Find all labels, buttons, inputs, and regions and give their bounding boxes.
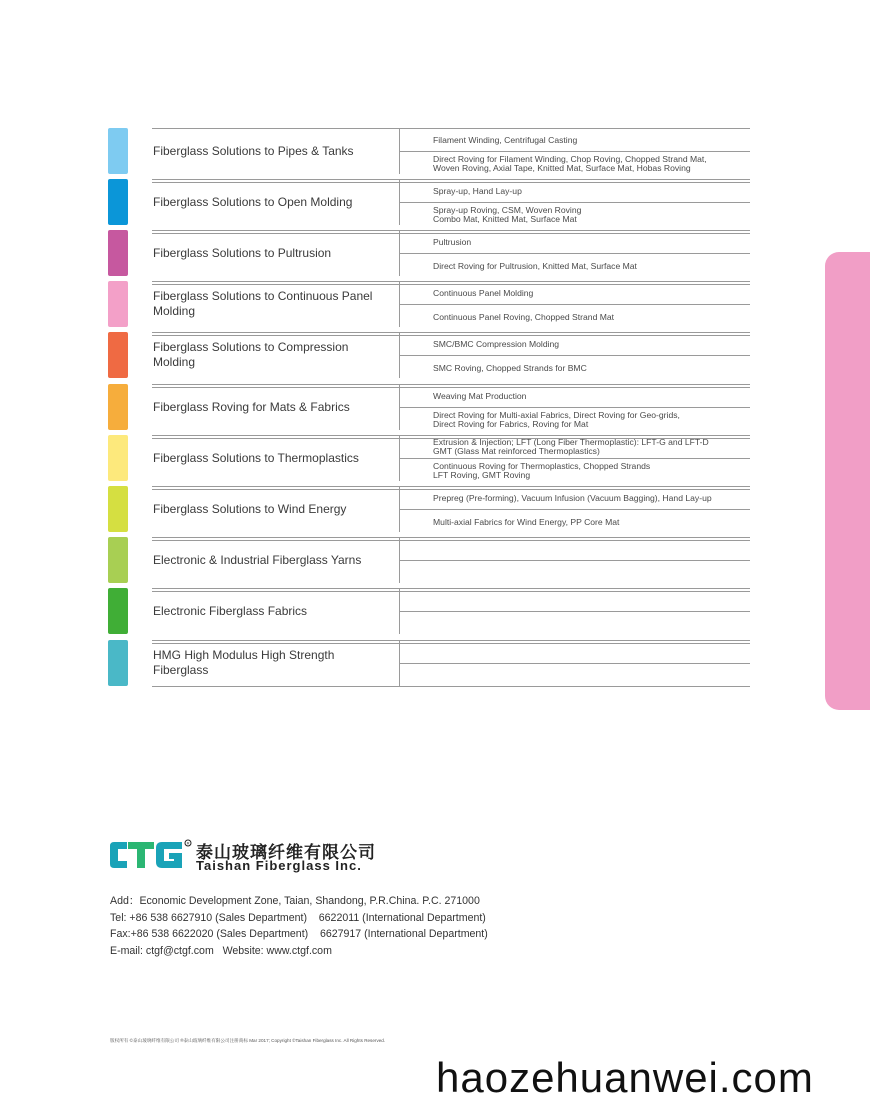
row-color-swatch (108, 435, 128, 481)
row-divider (399, 509, 750, 510)
process-text: SMC/BMC Compression Molding (433, 339, 560, 349)
side-tab (825, 252, 870, 710)
products-text (433, 615, 755, 633)
category-label: HMG High Modulus High Strength Fiberglass (153, 648, 335, 677)
ctg-logo (110, 838, 192, 872)
table-row (108, 384, 750, 430)
products-text: Multi-axial Fabrics for Wind Energy, PP Core Mat (433, 516, 620, 527)
products-text: Continuous Panel Roving, Chopped Strand Mat (433, 311, 615, 322)
row-color-swatch (108, 128, 128, 174)
row-color-swatch (108, 281, 128, 327)
products-text: Direct Roving for Multi-axial Fabrics, Direct Roving for Geo-grids, Direct Roving for Fabrics, Roving for Mat (433, 410, 680, 429)
row-divider (399, 304, 750, 305)
email-website: E-mail: ctgf@ctgf.com Website: www.ctgf.com (110, 944, 332, 957)
table-row (108, 332, 750, 378)
products-text: Direct Roving for Filament Winding, Chop Roving, Chopped Strand Mat, Woven Roving, Axial Tape, Knitted Mat, Surface Mat, Hobas Roving (433, 154, 707, 173)
table-row (108, 435, 750, 481)
category-label: Electronic & Industrial Fiberglass Yarns (153, 552, 362, 567)
category-label: Fiberglass Solutions to Open Molding (153, 194, 353, 209)
row-divider (399, 611, 750, 612)
products-text (433, 667, 755, 685)
row-divider (399, 407, 750, 408)
category-label: Fiberglass Solutions to Pultrusion (153, 245, 332, 260)
column-divider (399, 588, 400, 634)
row-divider (399, 663, 750, 664)
products-text: SMC Roving, Chopped Strands for BMC (433, 362, 587, 373)
products-text (433, 564, 755, 582)
process-text: Spray-up, Hand Lay-up (433, 186, 522, 196)
table-row (108, 640, 750, 686)
column-divider (399, 230, 400, 276)
row-color-swatch (108, 179, 128, 225)
row-color-swatch (108, 230, 128, 276)
process-text: Prepreg (Pre-forming), Vacuum Infusion (Vacuum Bagging), Hand Lay-up (433, 493, 712, 503)
column-divider (399, 384, 400, 430)
table-row (108, 281, 750, 327)
column-divider (399, 332, 400, 378)
copyright-footer: 版权所有 ©泰山玻璃纤维有限公司 ®泰山玻璃纤维有限公司注册商标 Mar 2017; Copyright ©Taishan Fiberglass Inc. All Rights Reserved. (110, 1038, 386, 1043)
table-row (108, 179, 750, 225)
column-divider (399, 281, 400, 327)
category-label: Fiberglass Solutions to Compression Molding (153, 340, 349, 369)
row-divider (399, 458, 750, 459)
category-label: Fiberglass Solutions to Pipes & Tanks (153, 143, 354, 158)
row-color-swatch (108, 384, 128, 430)
row-divider (399, 355, 750, 356)
products-text: Continuous Roving for Thermoplastics, Chopped Strands LFT Roving, GMT Roving (433, 461, 651, 480)
row-divider (399, 560, 750, 561)
column-divider (399, 537, 400, 583)
row-color-swatch (108, 332, 128, 378)
column-divider (399, 179, 400, 225)
column-divider (399, 486, 400, 532)
category-label: Electronic Fiberglass Fabrics (153, 603, 308, 618)
table-row (108, 128, 750, 174)
table-row (108, 230, 750, 276)
address: Add：Economic Development Zone, Taian, Shandong, P.R.China. P.C. 271000 (110, 895, 480, 907)
table-row (108, 486, 750, 532)
products-text: Direct Roving for Pultrusion, Knitted Mat, Surface Mat (433, 260, 637, 271)
row-divider (399, 151, 750, 152)
category-label: Fiberglass Solutions to Continuous Panel Molding (153, 289, 373, 318)
company-name-en: Taishan Fiberglass Inc. (196, 858, 362, 873)
svg-text:R: R (186, 840, 190, 846)
row-color-swatch (108, 588, 128, 634)
table-bottom-line (152, 686, 750, 687)
category-label: Fiberglass Solutions to Thermoplastics (153, 450, 359, 465)
column-divider (399, 435, 400, 481)
tel: Tel: +86 538 6627910 (Sales Department) 6622011 (International Department) (110, 911, 486, 924)
row-color-swatch (108, 486, 128, 532)
company-name-cn: 泰山玻璃纤维有限公司 (196, 843, 376, 862)
row-color-swatch (108, 640, 128, 686)
category-label: Fiberglass Solutions to Wind Energy (153, 501, 347, 516)
table-row (108, 537, 750, 583)
table-row (108, 588, 750, 634)
products-text: Spray-up Roving, CSM, Woven Roving Combo Mat, Knitted Mat, Surface Mat (433, 205, 582, 224)
fax: Fax:+86 538 6622020 (Sales Department) 6627917 (International Department) (110, 928, 488, 940)
watermark: haozehuanwei.com (436, 1054, 814, 1101)
category-label: Fiberglass Roving for Mats & Fabrics (153, 399, 350, 414)
row-divider (399, 253, 750, 254)
process-text: Pultrusion (433, 237, 472, 247)
process-text: Continuous Panel Molding (433, 288, 534, 298)
process-text: Weaving Mat Production (433, 391, 527, 401)
column-divider (399, 640, 400, 686)
column-divider (399, 128, 400, 174)
process-text: Extrusion & Injection; LFT (Long Fiber Thermoplastic): LFT-G and LFT-D GMT (Glass Mat reinforced Thermoplastics) (433, 437, 709, 456)
row-divider (399, 202, 750, 203)
row-color-swatch (108, 537, 128, 583)
contact-block (110, 893, 488, 959)
process-text: Filament Winding, Centrifugal Casting (433, 135, 578, 145)
